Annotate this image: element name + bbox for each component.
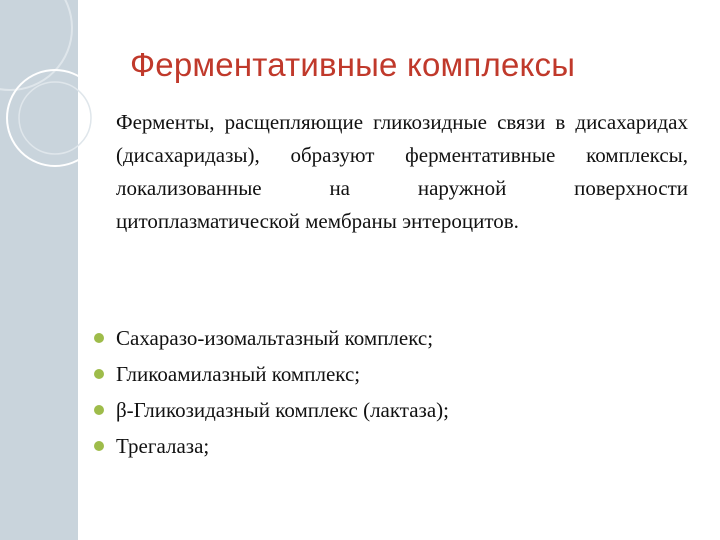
list-item-text: Трегалаза; xyxy=(116,434,210,458)
list-item-text: Сахаразо-изомальтазный комплекс; xyxy=(116,326,434,350)
list-item xyxy=(94,356,694,392)
list-item-text: β-Гликозидазный комплекс (лактаза); xyxy=(116,398,449,422)
bullet-icon xyxy=(94,369,104,379)
bullet-list xyxy=(94,320,694,464)
bullet-icon xyxy=(94,441,104,451)
list-item xyxy=(94,320,694,356)
bullet-icon xyxy=(94,405,104,415)
list-item-text: Гликоамилазный комплекс; xyxy=(116,362,361,386)
intro-paragraph: Ферменты, расщепляющие гликозидные связи в дисахаридах (дисахаридазы), образуют ферментативные комплексы, локализованные на наружной поверхности цитоплазматической мембраны энтероцитов. xyxy=(116,110,688,233)
list-item xyxy=(94,392,694,428)
bullet-icon xyxy=(94,333,104,343)
list-item xyxy=(94,428,694,464)
slide-title: Ферментативные комплексы xyxy=(130,46,576,83)
